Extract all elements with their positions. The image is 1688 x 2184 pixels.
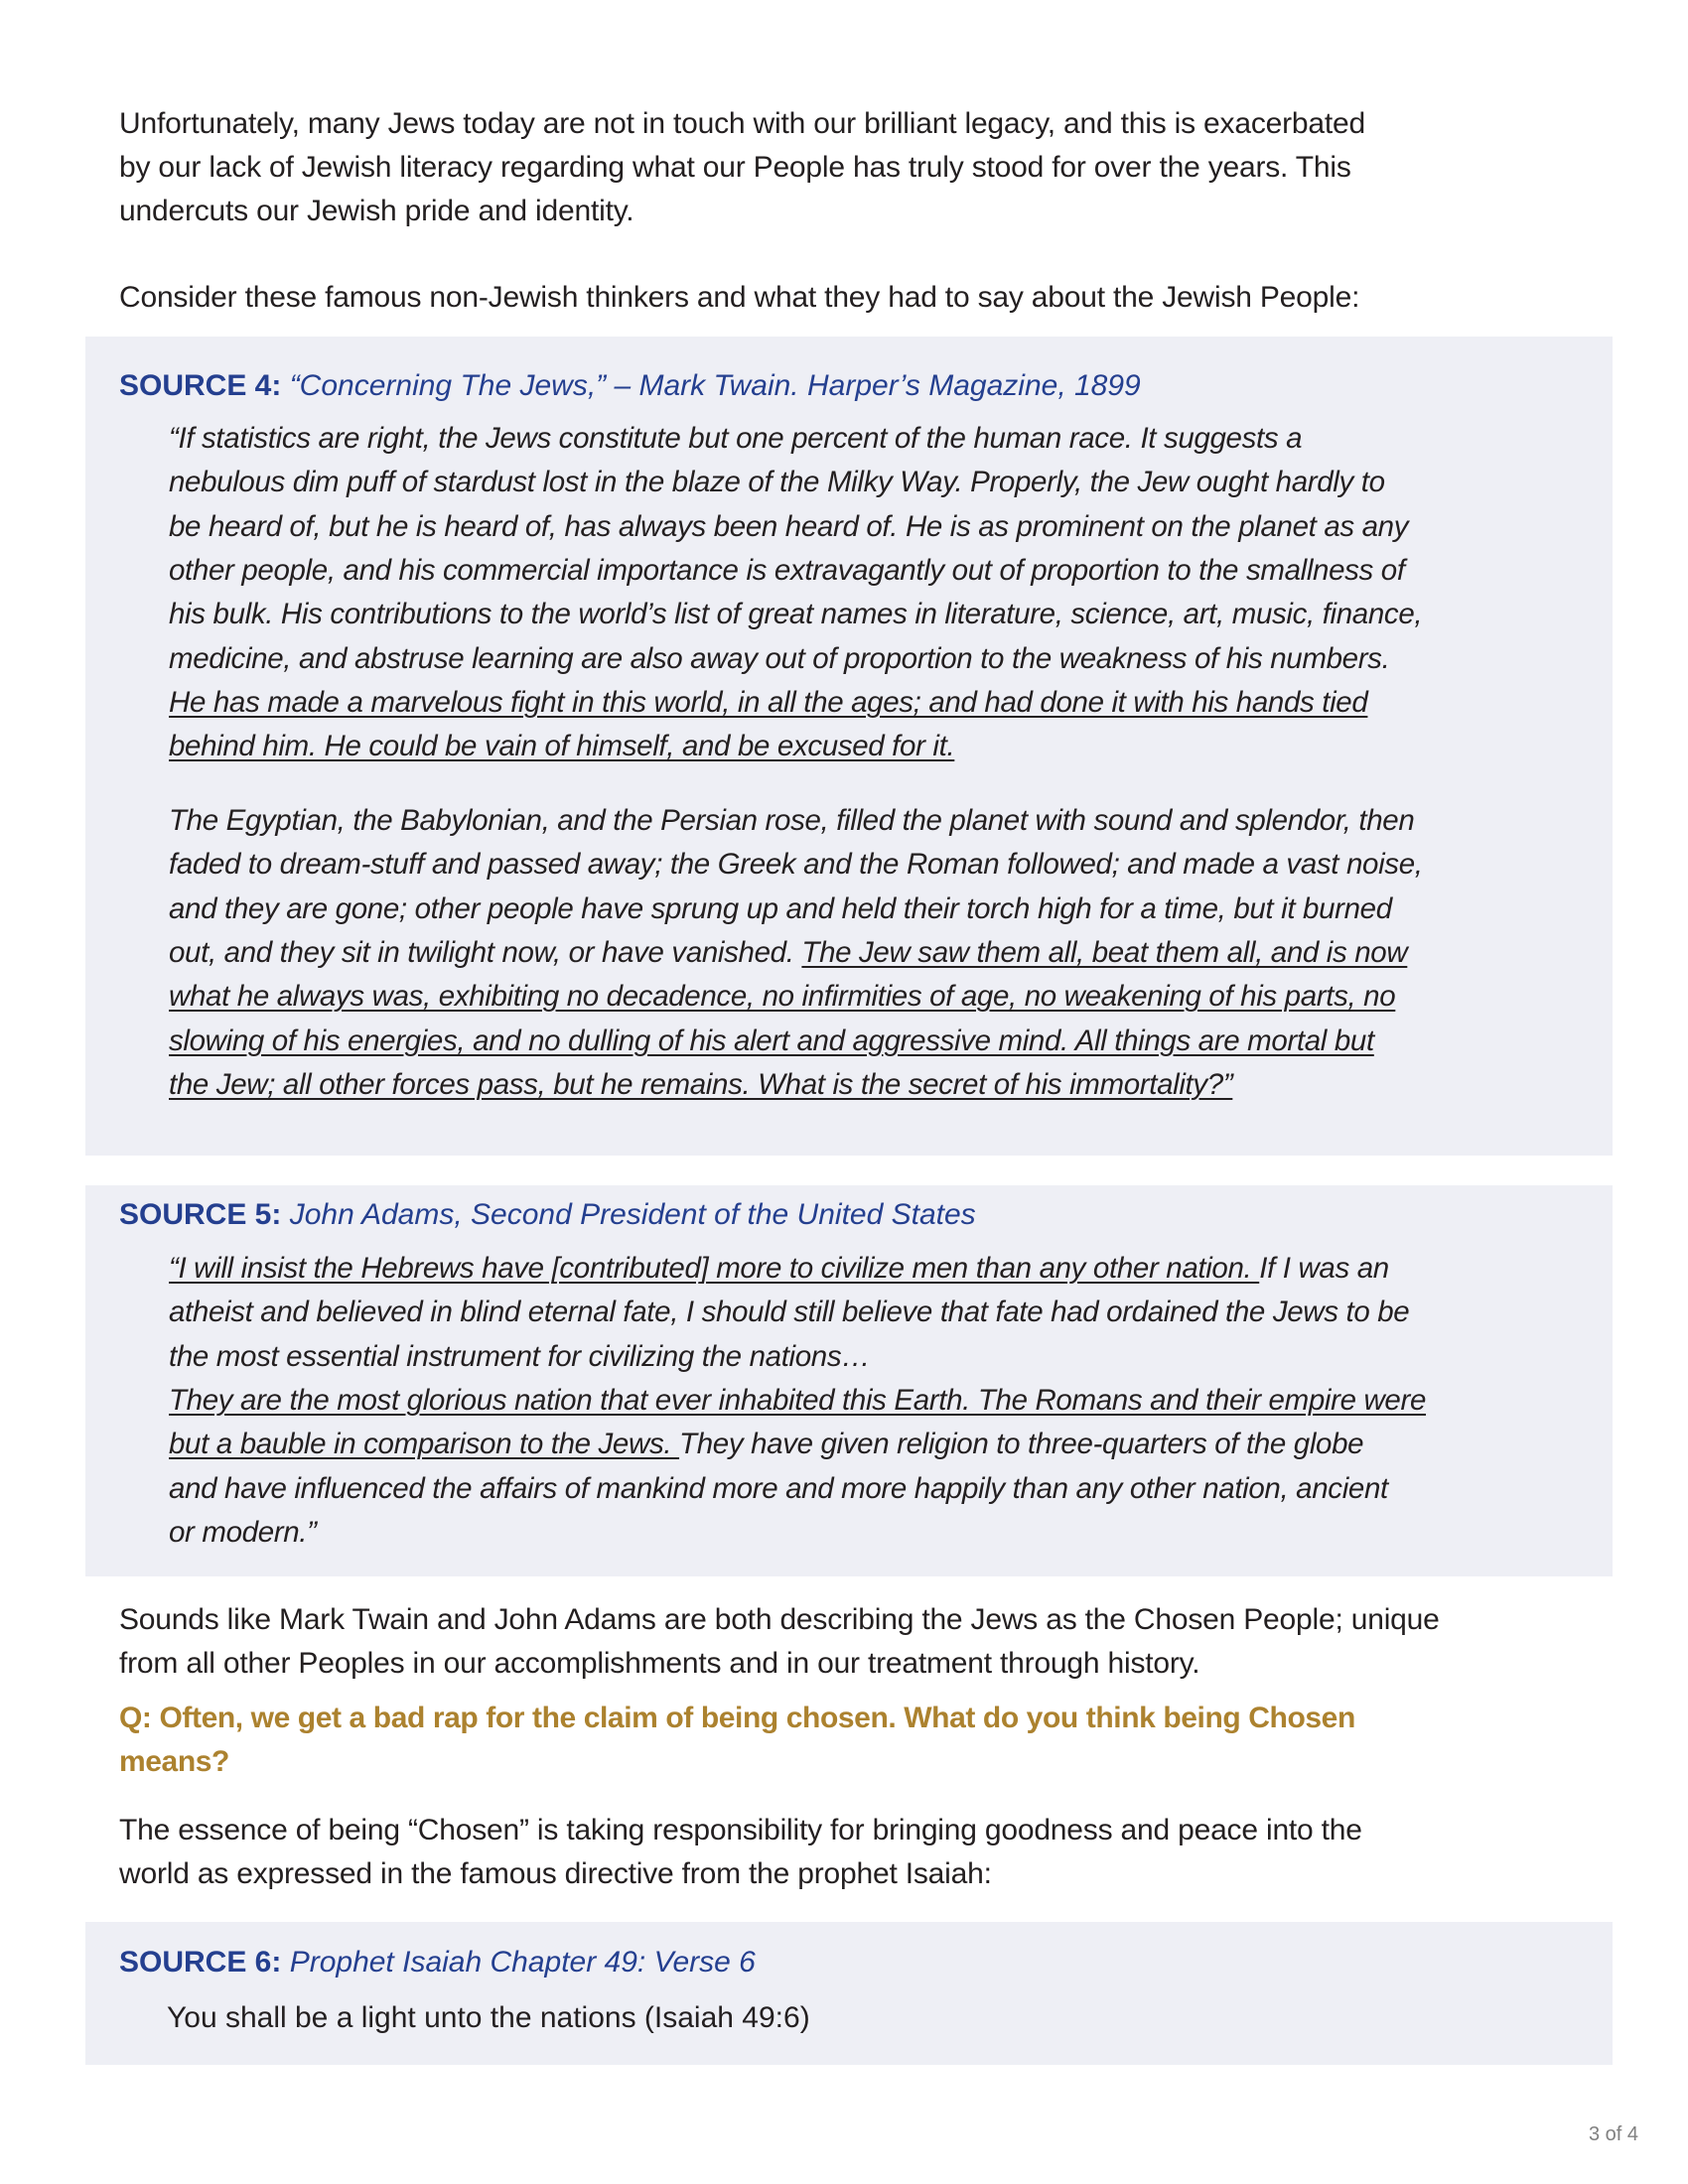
quote-text: the most essential instrument for civilizing the nations… <box>169 1339 871 1373</box>
underlined-text: The Jew saw them all, beat them all, and is now <box>801 935 1408 969</box>
underlined-text: but a bauble in comparison to the Jews. <box>169 1428 680 1461</box>
quote-text: other people, and his commercial importance is extravagantly out of proportion to the smallness of <box>169 553 1405 587</box>
quote-line <box>169 806 1414 836</box>
quote-line <box>169 509 1409 543</box>
page-number: 3 of 4 <box>1589 2123 1639 2145</box>
essence-line: The essence of being “Chosen” is taking responsibility for bringing goodness and peace into the <box>119 1814 1362 1846</box>
quote-text: The Egyptian, the Babylonian, and the Persian rose, filled the planet with sound and splendor, then <box>169 804 1415 837</box>
intro-line: by our lack of Jewish literacy regarding what our People has truly stood for over the years. This <box>119 151 1351 184</box>
quote-text: nebulous dim puff of stardust lost in the blaze of the Milky Way. Properly, the Jew ought hardly to <box>169 466 1385 499</box>
underlined-text: slowing of his energies, and no dulling of his alert and aggressive mind. All things are mortal but <box>169 1024 1374 1057</box>
quote-text: faded to dream-stuff and passed away; the Greek and the Roman followed; and made a vast noise, <box>169 848 1423 882</box>
source-6-heading <box>119 1948 756 1978</box>
quote-text: be heard of, but he is heard of, has always been heard of. He is as prominent on the planet as any <box>169 509 1409 543</box>
quote-line <box>169 468 1385 497</box>
source-label: SOURCE 4: <box>119 369 282 402</box>
quote-line <box>169 891 1392 925</box>
source-5-heading <box>119 1200 976 1230</box>
underlined-text: what he always was, exhibiting no decadence, no infirmities of age, no weakening of his parts, no <box>169 980 1396 1014</box>
quote-line <box>169 685 1368 719</box>
source-label: SOURCE 5: <box>119 1198 282 1231</box>
quote-line <box>169 732 954 761</box>
commentary-line: Sounds like Mark Twain and John Adams are both describing the Jews as the Chosen People; unique <box>119 1603 1440 1636</box>
consider-line: Consider these famous non-Jewish thinkers and what they had to say about the Jewish People: <box>119 281 1360 314</box>
underlined-text: the Jew; all other forces pass, but he remains. What is the secret of his immortality?” <box>169 1067 1233 1101</box>
quote-line <box>169 1471 1388 1505</box>
essence-line: world as expressed in the famous directive from the prophet Isaiah: <box>119 1857 992 1890</box>
quote-text: If I was an <box>1259 1252 1389 1285</box>
quote-line <box>169 982 1395 1012</box>
quote-text: They have given religion to three-quarters of the globe <box>679 1428 1364 1461</box>
source-title: John Adams, Second President of the United States <box>281 1198 976 1231</box>
source-label: SOURCE 6: <box>119 1946 282 1979</box>
quote-text: and they are gone; other people have sprung up and held their torch high for a time, but it burned <box>169 891 1392 925</box>
quote-text: medicine, and abstruse learning are also away out of proportion to the weakness of his numbers. <box>169 641 1390 675</box>
quote-text: “If statistics are right, the Jews constitute but one percent of the human race. It suggests a <box>169 422 1303 455</box>
source-title: “Concerning The Jews,” – Mark Twain. Harper’s Magazine, 1899 <box>281 369 1141 402</box>
quote-line <box>169 1026 1374 1056</box>
source-6-text: You shall be a light unto the nations (Isaiah 49:6) <box>167 2001 810 2034</box>
quote-line <box>169 1339 871 1373</box>
quote-text: out, and they sit in twilight now, or have vanished. <box>169 935 802 969</box>
quote-text: and have influenced the affairs of mankind more and more happily than any other nation, ancient <box>169 1471 1388 1505</box>
quote-line <box>169 935 1408 969</box>
intro-line: Unfortunately, many Jews today are not in touch with our brilliant legacy, and this is exacerbated <box>119 107 1365 140</box>
quote-line <box>169 1297 1409 1327</box>
underlined-text: “I will insist the Hebrews have [contributed] more to civilize men than any other nation. <box>169 1252 1260 1285</box>
quote-text: atheist and believed in blind eternal fate, I should still believe that fate had ordained the Jews to be <box>169 1296 1410 1329</box>
quote-text: or modern.” <box>169 1515 317 1549</box>
quote-line <box>169 1430 1363 1459</box>
source-6-box <box>85 1922 1613 2065</box>
underlined-text: behind him. He could be vain of himself, and be excused for it. <box>169 730 955 763</box>
quote-text: his bulk. His contributions to the world’s list of great names in literature, science, art, music, finance, <box>169 598 1423 631</box>
underlined-text: They are the most glorious nation that ever inhabited this Earth. The Romans and their empire were <box>169 1383 1427 1417</box>
quote-line <box>169 1254 1389 1284</box>
underlined-text: He has made a marvelous fight in this world, in all the ages; and had done it with his hands tied <box>169 685 1368 719</box>
quote-line <box>169 1067 1233 1101</box>
source-4-heading <box>119 371 1141 401</box>
quote-line <box>169 1383 1427 1417</box>
quote-line <box>169 641 1390 675</box>
intro-line: undercuts our Jewish pride and identity. <box>119 195 634 227</box>
quote-line <box>169 600 1422 629</box>
quote-line <box>169 850 1423 880</box>
source-title: Prophet Isaiah Chapter 49: Verse 6 <box>281 1946 756 1979</box>
quote-line <box>169 1515 317 1549</box>
discussion-question: means? <box>119 1745 229 1778</box>
quote-line <box>169 424 1302 454</box>
quote-line <box>169 553 1405 587</box>
discussion-question: Q: Often, we get a bad rap for the claim of being chosen. What do you think being Chosen <box>119 1702 1355 1734</box>
commentary-line: from all other Peoples in our accomplishments and in our treatment through history. <box>119 1647 1200 1680</box>
